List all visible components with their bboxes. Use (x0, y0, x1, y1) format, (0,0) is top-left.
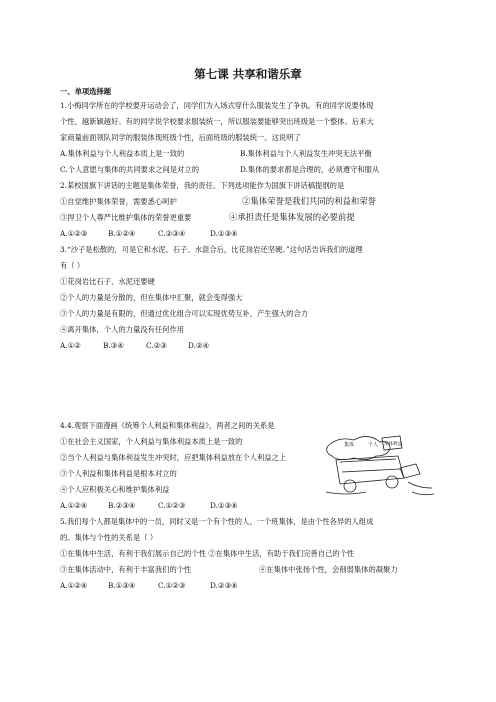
q2-statement-4: ④承担责任是集体发展的必要前提 (229, 212, 355, 222)
q4-statement-1: ①在社会主义国家，个人利益与集体利益本质上是一致的 (60, 437, 243, 446)
q5-stem-line-2: 的。集体与个性的关系是（ ） (60, 533, 158, 542)
section-heading: 一、单项选择题 (60, 87, 112, 96)
q3-stem-line-1: 3.“沙子是松散的，可是它和水泥、石子、水混合后，比花岗岩还坚硬。”这句话告诉我们的道理 (60, 245, 363, 254)
q4-stem: 4.4.观察下面漫画《统筹个人利益和集体利益》，两者之间的关系是 (60, 421, 275, 430)
q3-statement-3: ③个人的力量是有限的，但通过优化组合可以实现优势互补，产生强大的合力 (60, 309, 309, 318)
q4-statement-4: ④个人应积极关心和维护集体利益 (60, 485, 170, 494)
q2-statement-1: ①自觉维护集体荣誉，需要悉心呵护 (60, 197, 177, 206)
q1-option-d: D.集体的要求都是合理的，必须遵守和服从 (240, 165, 380, 174)
q5-stem-line-1: 5.我们每个人都是集体中的一员，同时又是一个有个性的人、一个班集体，是由个性各异的人组成 (60, 517, 374, 526)
q5-option-b: B.①③④ (108, 581, 136, 590)
q2-option-b: B.①②④ (108, 229, 136, 238)
q4-option-d: D.①③④ (210, 501, 238, 510)
q1-stem-line-1: 1.小梅同学所在的学校要开运动会了，同学们为入场式穿什么服装发生了争执。有的同学说要体现 (60, 101, 374, 110)
q3-stem-line-2: 有（ ） (60, 261, 85, 270)
q2-option-d: D.①③④ (210, 229, 238, 238)
q2-option-c: C.②③④ (158, 229, 186, 238)
q4-statement-3: ③个人利益和集体利益是根本对立的 (60, 469, 177, 478)
q3-statement-4: ④离开集体，个人的力量没有任何作用 (60, 325, 185, 334)
q5-option-a: A.①②④ (60, 581, 88, 590)
cartoon-label-collective: 集体 (344, 442, 355, 448)
q2-stem: 2.某校国旗下讲话的主题是集体荣誉，我的责任。下列选项能作为国旗下讲话稿提纲的是 (60, 181, 345, 190)
q1-stem-line-3: 家商量前面领队同学的服装体现班级个性，后面班级的服装统一。这说明了 (60, 133, 301, 142)
q3-option-d: D.②④ (188, 341, 209, 350)
cartoon-label-individual: 个人 (368, 442, 379, 448)
q1-option-c: C.个人意愿与集体的共同要求之间是对立的 (60, 165, 199, 174)
q3-statement-1: ①花岗岩比石子、水泥还要硬 (60, 277, 155, 286)
q1-option-a: A.集体利益与个人利益本质上是一致的 (60, 149, 185, 158)
q2-statement-2: ②集体荣誉是我们共同的利益和荣誉 (242, 196, 376, 206)
q1-option-b: B.集体利益与个人利益发生冲突无法平衡 (240, 149, 372, 158)
cartoon-label-collective-interest: 集体利益 (384, 442, 402, 447)
q5-statement-4: ④在集体中张扬个性，会削弱集体的凝聚力 (259, 565, 398, 574)
q4-option-b: B.②③④ (108, 501, 136, 510)
q3-option-a: A.①② (60, 341, 81, 350)
q4-statement-2: ②当个人利益与集体利益发生冲突时，应把集体利益放在个人利益之上 (60, 453, 287, 462)
q5-statement-3: ③在集体活动中，有利于丰富我们的个性 (60, 565, 192, 574)
q2-option-a: A.①②③ (60, 229, 88, 238)
q4-option-a: A.①②④ (60, 501, 88, 510)
q4-option-c: C.①②③ (158, 501, 186, 510)
q1-stem-line-2: 个性，越新颖越好。有的同学说学校要求服装统一，所以服装要能够突出班级是一个整体。后来大 (60, 117, 374, 126)
q3-option-c: C.②③ (146, 341, 167, 350)
q2-statement-3: ③捍卫个人尊严比维护集体的荣誉更重要 (60, 213, 192, 222)
q5-option-c: C.①②③ (158, 581, 186, 590)
q5-statement-1-2: ①在集体中生活，有利于我们展示自己的个性 ②在集体中生活，有助于我们完善自己的个性 (60, 549, 355, 558)
q5-option-d: D.②③④ (210, 581, 238, 590)
q3-statement-2: ②个人的力量是分散的，但在集体中汇聚，就会变得强大 (60, 293, 243, 302)
page-title: 第七课 共享和谐乐章 (194, 67, 302, 81)
q3-option-b: B.③④ (103, 341, 124, 350)
cartoon-illustration (322, 432, 440, 502)
